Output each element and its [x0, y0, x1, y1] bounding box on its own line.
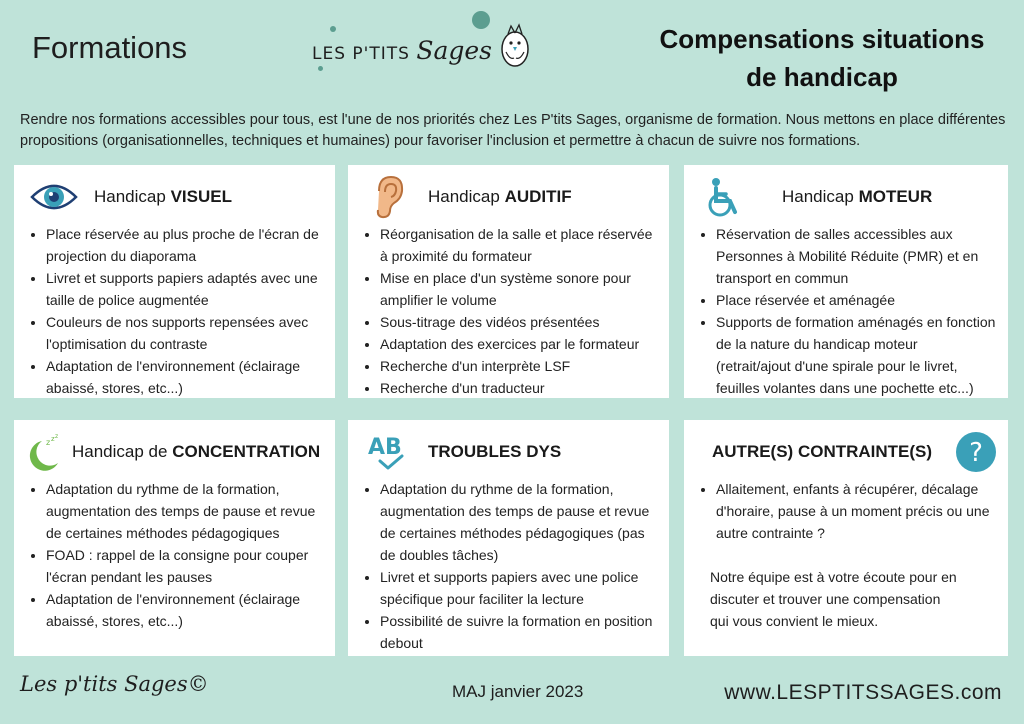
svg-text:z: z: [51, 435, 55, 443]
card-concentration: [14, 420, 335, 656]
card-list: [698, 223, 996, 399]
document-title-line: Compensations situations: [659, 24, 985, 54]
card-header: [698, 430, 996, 474]
list-item: • Recherche d'un traducteur: [380, 377, 657, 399]
card-header: [362, 430, 657, 474]
eye-icon: [28, 175, 80, 219]
card-title: TROUBLES DYS: [428, 442, 562, 461]
list-item: • FOAD : rappel de la consigne pour couper l'écran pendant les pauses: [46, 544, 323, 588]
intro-paragraph: Rendre nos formations accessibles pour tous, est l'une de nos priorités chez Les P'tits Sages, organisme de formation. Nous mettons en place différentes propositions (organisationnelles, techniques et humaines) pour favoriser l'inclusion et permettre à chacun de suivre nos formations.: [20, 112, 1006, 149]
list-item: • Sous-titrage des vidéos présentées: [380, 311, 657, 333]
question-icon: [950, 430, 1002, 474]
ear-icon: [362, 175, 414, 219]
logo-dot: [330, 26, 336, 32]
moon-sleep-icon: [28, 430, 62, 474]
logo-dot: [472, 11, 490, 29]
list-item: • Livret et supports papiers adaptés avec une taille de police augmentée: [46, 267, 323, 311]
logo-dot: [318, 66, 323, 71]
card-autres-contraintes: [684, 420, 1008, 656]
list-item: • Possibilité de suivre la formation en position debout: [380, 610, 657, 654]
page-title: Formations: [32, 30, 188, 65]
list-item: • Adaptation de l'environnement (éclairage abaissé, stores, etc...): [46, 588, 323, 632]
card-list: [28, 223, 323, 399]
list-item: • Adaptation des exercices par le formateur: [380, 333, 657, 355]
list-item: • Réorganisation de la salle et place réservée à proximité du formateur: [380, 223, 657, 267]
list-item: • Mise en place d'un système sonore pour amplifier le volume: [380, 267, 657, 311]
card-header: [698, 175, 996, 219]
card-title: Handicap MOTEUR: [782, 187, 933, 206]
card-list: [698, 478, 996, 544]
card-list: [362, 478, 657, 654]
wheelchair-icon: [698, 175, 750, 219]
svg-text:?: ?: [969, 438, 983, 468]
closing-line: discuter et trouver une compensation: [710, 591, 941, 607]
logo-text: [312, 36, 492, 65]
card-title: Handicap de CONCENTRATION: [72, 442, 321, 461]
logo-prefix: LES P'TITS: [312, 44, 410, 64]
list-item: • Adaptation du rythme de la formation, augmentation des temps de pause et revue de certaines méthodes pédagogiques: [46, 478, 323, 544]
logo: [312, 14, 542, 74]
logo-script: Sages: [416, 36, 492, 65]
list-item: • Recherche d'un interprète LSF: [380, 355, 657, 377]
card-moteur: [684, 165, 1008, 398]
footer-signature: Les p'tits Sages©: [20, 672, 209, 696]
list-item: • Place réservée au plus proche de l'écran de projection du diaporama: [46, 223, 323, 267]
footer-website-link[interactable]: www.LESPTITSSAGES.com: [724, 681, 1002, 704]
ab-check-icon: [362, 430, 414, 474]
svg-text:z: z: [46, 438, 51, 447]
card-header: [28, 430, 323, 474]
list-item: • Couleurs de nos supports repensées avec l'optimisation du contraste: [46, 311, 323, 355]
card-list: [362, 223, 657, 399]
bird-icon: [498, 22, 532, 68]
footer-update-date: MAJ janvier 2023: [452, 682, 584, 701]
document-title-line: de handicap: [746, 62, 898, 92]
list-item: • Place réservée et aménagée: [716, 289, 996, 311]
card-header: [362, 175, 657, 219]
list-item: • Réservation de salles accessibles aux Personnes à Mobilité Réduite (PMR) et en transport en commun: [716, 223, 996, 289]
closing-line: qui vous convient le mieux.: [710, 613, 879, 629]
card-visuel: [14, 165, 335, 398]
closing-text: [698, 566, 996, 632]
card-header: [28, 175, 323, 219]
closing-line: Notre équipe est à votre écoute pour en: [710, 569, 957, 585]
document-title: [642, 20, 1002, 96]
card-troubles-dys: [348, 420, 669, 656]
card-auditif: [348, 165, 669, 398]
svg-text:z: z: [55, 433, 59, 440]
list-item: • Allaitement, enfants à récupérer, décalage d'horaire, pause à un moment précis ou une autre contrainte ?: [716, 478, 996, 544]
svg-text:AB: AB: [368, 435, 402, 460]
card-title: Handicap AUDITIF: [428, 187, 572, 206]
card-title: Handicap VISUEL: [94, 187, 232, 206]
card-title: AUTRE(S) CONTRAINTE(S): [712, 442, 933, 461]
list-item: • Supports de formation aménagés en fonction de la nature du handicap moteur (retrait/ajout d'une spirale pour le livret, feuilles volantes dans une pochette etc...): [716, 311, 996, 399]
list-item: • Adaptation du rythme de la formation, augmentation des temps de pause et revue de certaines méthodes pédagogiques (pas de doubles tâches): [380, 478, 657, 566]
list-item: • Livret et supports papiers avec une police spécifique pour faciliter la lecture: [380, 566, 657, 610]
list-item: • Adaptation de l'environnement (éclairage abaissé, stores, etc...): [46, 355, 323, 399]
card-list: [28, 478, 323, 632]
